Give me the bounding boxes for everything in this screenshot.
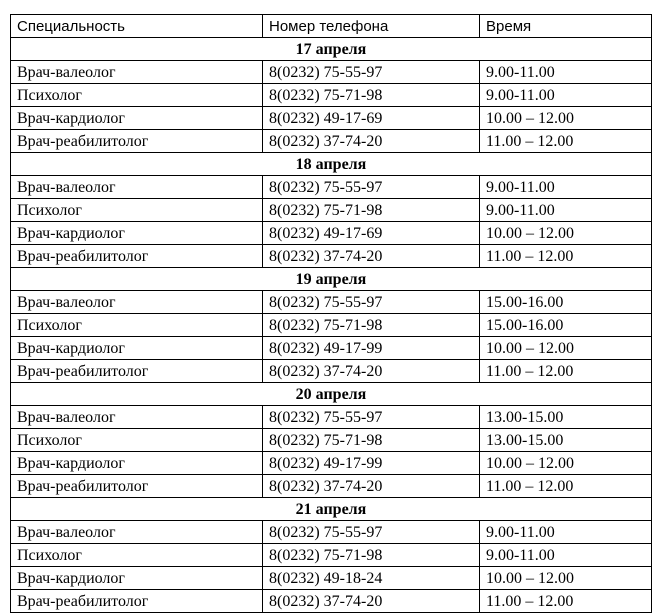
time-cell: 10.00 – 12.00 [480,337,652,360]
table-row [11,61,652,84]
phone-cell: 8(0232) 37-74-20 [263,130,480,153]
header-time: Время [480,15,652,38]
specialty-cell: Врач-валеолог [11,291,263,314]
date-heading: 18 апреля [11,153,652,176]
specialty-cell: Врач-валеолог [11,61,263,84]
table-header [11,15,652,38]
time-cell: 10.00 – 12.00 [480,107,652,130]
specialty-cell: Врач-кардиолог [11,107,263,130]
table-body [11,38,652,613]
specialty-cell: Врач-реабилитолог [11,130,263,153]
date-heading: 21 апреля [11,498,652,521]
phone-cell: 8(0232) 37-74-20 [263,245,480,268]
specialty-cell: Врач-кардиолог [11,567,263,590]
header-specialty: Специальность [11,15,263,38]
table-row [11,452,652,475]
specialty-cell: Психолог [11,199,263,222]
time-cell: 10.00 – 12.00 [480,567,652,590]
phone-cell: 8(0232) 49-17-99 [263,337,480,360]
specialty-cell: Психолог [11,84,263,107]
phone-cell: 8(0232) 49-18-24 [263,567,480,590]
table-row [11,314,652,337]
time-cell: 9.00-11.00 [480,61,652,84]
table-row [11,130,652,153]
phone-cell: 8(0232) 37-74-20 [263,360,480,383]
phone-cell: 8(0232) 37-74-20 [263,475,480,498]
table-row [11,337,652,360]
time-cell: 11.00 – 12.00 [480,590,652,613]
date-row [11,383,652,406]
phone-cell: 8(0232) 49-17-69 [263,222,480,245]
time-cell: 13.00-15.00 [480,429,652,452]
header-row [11,15,652,38]
time-cell: 11.00 – 12.00 [480,130,652,153]
table-row [11,521,652,544]
date-heading: 20 апреля [11,383,652,406]
table-row [11,176,652,199]
time-cell: 13.00-15.00 [480,406,652,429]
phone-cell: 8(0232) 75-71-98 [263,429,480,452]
phone-cell: 8(0232) 75-71-98 [263,84,480,107]
specialty-cell: Врач-валеолог [11,176,263,199]
specialty-cell: Врач-кардиолог [11,222,263,245]
specialty-cell: Врач-валеолог [11,406,263,429]
specialty-cell: Врач-реабилитолог [11,360,263,383]
specialty-cell: Врач-реабилитолог [11,475,263,498]
time-cell: 9.00-11.00 [480,84,652,107]
time-cell: 11.00 – 12.00 [480,245,652,268]
specialty-cell: Врач-кардиолог [11,337,263,360]
time-cell: 10.00 – 12.00 [480,452,652,475]
time-cell: 15.00-16.00 [480,291,652,314]
time-cell: 9.00-11.00 [480,521,652,544]
specialty-cell: Врач-валеолог [11,521,263,544]
time-cell: 9.00-11.00 [480,176,652,199]
specialty-cell: Психолог [11,314,263,337]
date-heading: 19 апреля [11,268,652,291]
phone-cell: 8(0232) 37-74-20 [263,590,480,613]
table-row [11,429,652,452]
phone-cell: 8(0232) 75-71-98 [263,199,480,222]
time-cell: 11.00 – 12.00 [480,360,652,383]
table-row [11,360,652,383]
table-row [11,567,652,590]
specialty-cell: Психолог [11,429,263,452]
phone-cell: 8(0232) 75-55-97 [263,61,480,84]
time-cell: 15.00-16.00 [480,314,652,337]
time-cell: 9.00-11.00 [480,544,652,567]
phone-cell: 8(0232) 49-17-99 [263,452,480,475]
table-row [11,590,652,613]
date-row [11,38,652,61]
phone-cell: 8(0232) 49-17-69 [263,107,480,130]
phone-cell: 8(0232) 75-55-97 [263,291,480,314]
phone-cell: 8(0232) 75-55-97 [263,406,480,429]
specialty-cell: Психолог [11,544,263,567]
table-row [11,107,652,130]
time-cell: 11.00 – 12.00 [480,475,652,498]
table-row [11,544,652,567]
table-row [11,406,652,429]
date-row [11,498,652,521]
specialty-cell: Врач-кардиолог [11,452,263,475]
table-row [11,199,652,222]
specialty-cell: Врач-реабилитолог [11,590,263,613]
table-row [11,291,652,314]
table-row [11,245,652,268]
date-heading: 17 апреля [11,38,652,61]
time-cell: 9.00-11.00 [480,199,652,222]
phone-cell: 8(0232) 75-55-97 [263,521,480,544]
phone-cell: 8(0232) 75-71-98 [263,314,480,337]
date-row [11,153,652,176]
schedule-table [10,14,652,613]
table-row [11,475,652,498]
phone-cell: 8(0232) 75-55-97 [263,176,480,199]
specialty-cell: Врач-реабилитолог [11,245,263,268]
date-row [11,268,652,291]
table-row [11,84,652,107]
time-cell: 10.00 – 12.00 [480,222,652,245]
header-phone: Номер телефона [263,15,480,38]
phone-cell: 8(0232) 75-71-98 [263,544,480,567]
table-row [11,222,652,245]
